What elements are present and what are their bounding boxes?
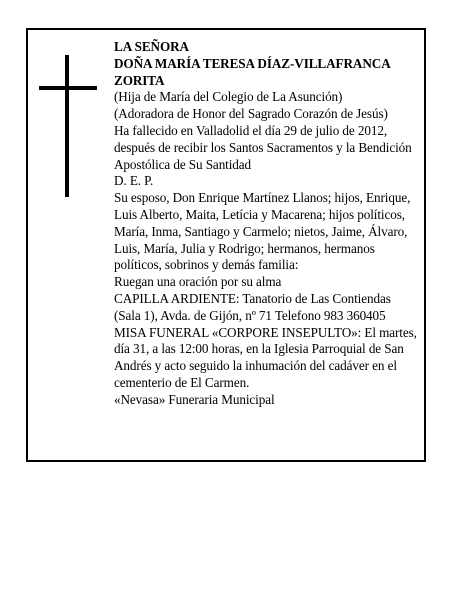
mass-info: MISA FUNERAL «CORPORE INSEPULTO»: El martes, día 31, a las 12:00 horas, en la Iglesia Parroquial de San Andrés y acto seguido la inhumación del cadáver en el cementerio de El Carmen. [114, 324, 417, 390]
death-notice: Ha fallecido en Valladolid el día 29 de julio de 2012, después de recibir los Santos Sacramentos y la Bendición Apostólica de Su Santidad [114, 122, 412, 172]
deceased-name-line1: DOÑA MARÍA TERESA DÍAZ-VILLAFRANCA [114, 55, 391, 71]
chapel-info: CAPILLA ARDIENTE: Tanatorio de Las Contiendas (Sala 1), Avda. de Gijón, nº 71 Telefono 983 360405 [114, 290, 391, 323]
affiliation-line1: (Hija de María del Colegio de La Asunción) [114, 89, 343, 105]
prayer-request: Ruegan una oración por su alma [114, 274, 282, 290]
cross-horizontal-bar [39, 86, 97, 90]
funeral-home: «Nevasa» Funeraria Municipal [114, 391, 275, 407]
family-list: Su esposo, Don Enrique Martínez Llanos; hijos, Enrique, Luis Alberto, Maita, Letícia y Macarena; hijos políticos, María, Inma, Santiago y Carmelo; nietos, Jaime, Álvaro, Luis, María, Julia y Rodrigo; hermanos, hermanos políticos, sobrinos y demás familia: [114, 190, 411, 273]
obituary-text [114, 39, 420, 409]
affiliation-line2: (Adoradora de Honor del Sagrado Corazón de Jesús) [114, 106, 388, 122]
deceased-name-line2: ZORITA [114, 72, 165, 88]
cross-icon [39, 55, 97, 197]
notice-title: LA SEÑORA [114, 39, 189, 54]
rip-text: D. E. P. [114, 173, 154, 189]
cross-vertical-bar [65, 55, 69, 197]
